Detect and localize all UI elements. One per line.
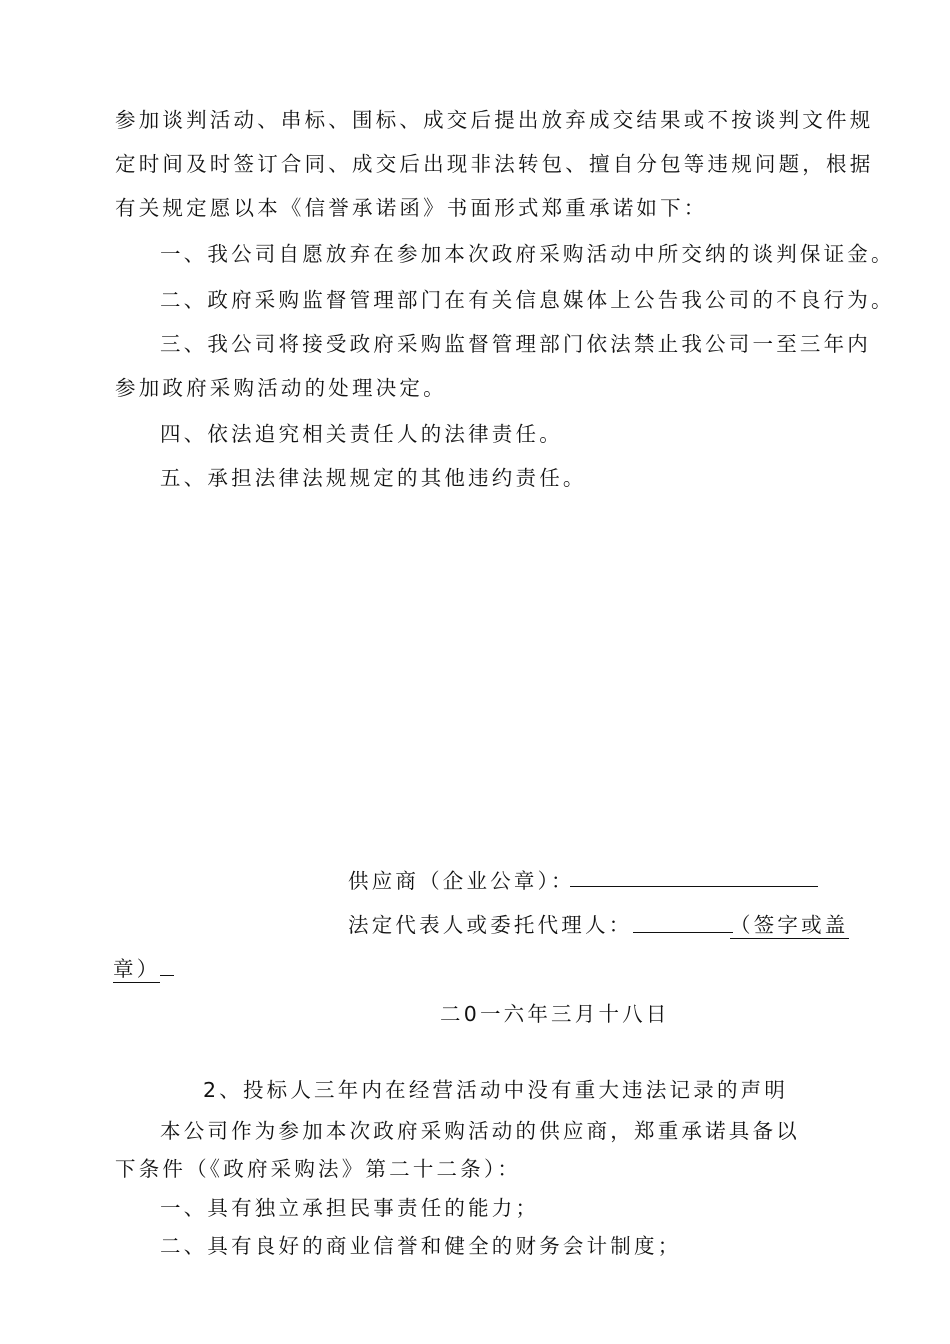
commitment-item-3-line-1: 三、我公司将接受政府采购监督管理部门依法禁止我公司一至三年内 (160, 332, 871, 356)
commitment-item-2: 二、政府采购监督管理部门在有关信息媒体上公告我公司的不良行为。 (160, 288, 895, 312)
commitment-item-5: 五、承担法律法规规定的其他违约责任。 (160, 466, 587, 490)
body-line-1: 参加谈判活动、串标、围标、成交后提出放弃成交结果或不按谈判文件规 (115, 108, 874, 132)
sign-note-part-2 (113, 955, 174, 983)
commitment-item-4: 四、依法追究相关责任人的法律责任。 (160, 422, 563, 446)
sign-note-part-1-text: （签字或盖 (730, 913, 849, 937)
commitment-item-1: 一、我公司自愿放弃在参加本次政府采购活动中所交纳的谈判保证金。 (160, 242, 895, 266)
supplier-seal-blank (570, 886, 818, 887)
declaration-condition-2: 二、具有良好的商业信誉和健全的财务会计制度； (160, 1234, 682, 1258)
supplier-seal-label (348, 867, 575, 895)
supplier-label-text: 供应商（企业公章）： (348, 869, 575, 893)
declaration-heading: 2、投标人三年内在经营活动中没有重大违法记录的声明 (203, 1078, 789, 1102)
commitment-item-3-line-2: 参加政府采购活动的处理决定。 (115, 376, 447, 400)
body-line-3: 有关规定愿以本《信誉承诺函》书面形式郑重承诺如下： (115, 196, 708, 220)
signature-date: 二0一六年三月十八日 (440, 1002, 670, 1026)
sign-note-part-2-text: 章） (113, 957, 161, 981)
representative-label: 法定代表人或委托代理人： (348, 913, 633, 937)
body-line-2: 定时间及时签订合同、成交后出现非法转包、擅自分包等违规问题，根据 (115, 152, 874, 176)
declaration-condition-1: 一、具有独立承担民事责任的能力； (160, 1196, 540, 1220)
sign-note-trailing-underline (160, 974, 174, 976)
representative-blank (633, 932, 733, 933)
sign-note-part-1 (730, 911, 849, 939)
declaration-intro-line-1: 本公司作为参加本次政府采购活动的供应商，郑重承诺具备以 (160, 1119, 800, 1143)
declaration-intro-line-2: 下条件（《政府采购法》第二十二条）： (115, 1157, 522, 1181)
